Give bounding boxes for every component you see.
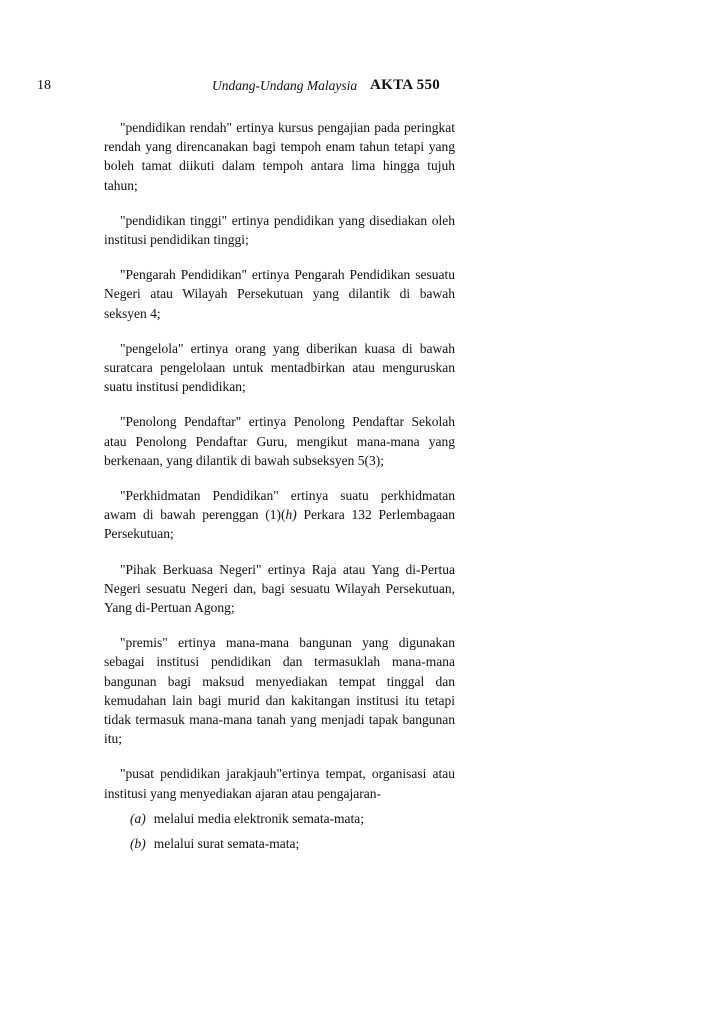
definition-pengelola: "pengelola" ertinya orang yang diberikan kuasa di bawah suratcara pengelolaan untuk mentadbirkan atau menguruskan suatu institusi pendidikan;: [104, 340, 455, 395]
definition-pengarah-pendidikan: "Pengarah Pendidikan" ertinya Pengarah Pendidikan sesuatu Negeri atau Wilayah Persekutuan yang dilantik di bawah seksyen 4;: [104, 267, 455, 321]
definition-pendidikan-rendah: "pendidikan rendah" ertinya kursus pengajian pada peringkat rendah yang direncanakan bagi tempoh enam tahun tetapi yang boleh tamat diikuti dalam tempoh antara lima hingga tujuh tahun;: [104, 120, 455, 193]
sub-paragraph-a: [130, 809, 455, 828]
definition-pihak-berkuasa-negeri: "Pihak Berkuasa Negeri" ertinya Raja atau Yang di-Pertua Negeri sesuatu Negeri dan, bagi sesuatu Wilayah Persekutuan, Yang di-Pertuan Agong;: [104, 561, 455, 616]
sub-paragraph-list: [104, 809, 455, 853]
definition-perkhidmatan-pendidikan: [104, 486, 455, 544]
page-header: [0, 78, 728, 100]
definition-text-part: Perkara 132 Perlembagaan Persekutuan;: [104, 507, 455, 542]
sub-paragraph-text: melalui surat semata-mata;: [153, 836, 300, 852]
definition-premis: "premis" ertinya mana-mana bangunan yang digunakan sebagai institusi pendidikan dan termasuklah mana-mana bangunan bagi maksud menyediakan tempat tinggal dan kemudahan lain bagi murid dan kakitangan institusi itu tetapi tidak termasuk mana-mana tanah yang menjadi tapak bangunan itu;: [104, 635, 455, 747]
definition-text-part: "Perkhidmatan Pendidikan" ertinya suatu perkhidmatan awam di bawah perenggan (1)(: [104, 488, 455, 523]
definition-paragraph-ref: h): [285, 507, 297, 523]
definition-penolong-pendaftar: "Penolong Pendaftar" ertinya Penolong Pendaftar Sekolah atau Penolong Pendaftar Guru, mengikut mana-mana yang berkenaan, yang dilantik di bawah subseksyen 5(3);: [104, 414, 455, 468]
sub-paragraph-b: [130, 834, 455, 853]
definition-pendidikan-tinggi: "pendidikan tinggi" ertinya pendidikan yang disediakan oleh institusi pendidikan tinggi;: [104, 212, 455, 248]
sub-paragraph-label: (b): [130, 836, 146, 852]
running-title: Undang-Undang Malaysia: [212, 78, 358, 93]
act-label: AKTA 550: [370, 77, 441, 93]
sub-paragraph-label: (a): [130, 810, 146, 826]
page-body: [104, 118, 455, 859]
sub-paragraph-text: melalui media elektronik semata-mata;: [153, 810, 365, 826]
page-number: 18: [37, 78, 51, 93]
definition-pusat-pendidikan-jarakjauh: "pusat pendidikan jarakjauh"ertinya tempat, organisasi atau institusi yang menyediakan ajaran atau pengajaran-: [104, 766, 455, 801]
